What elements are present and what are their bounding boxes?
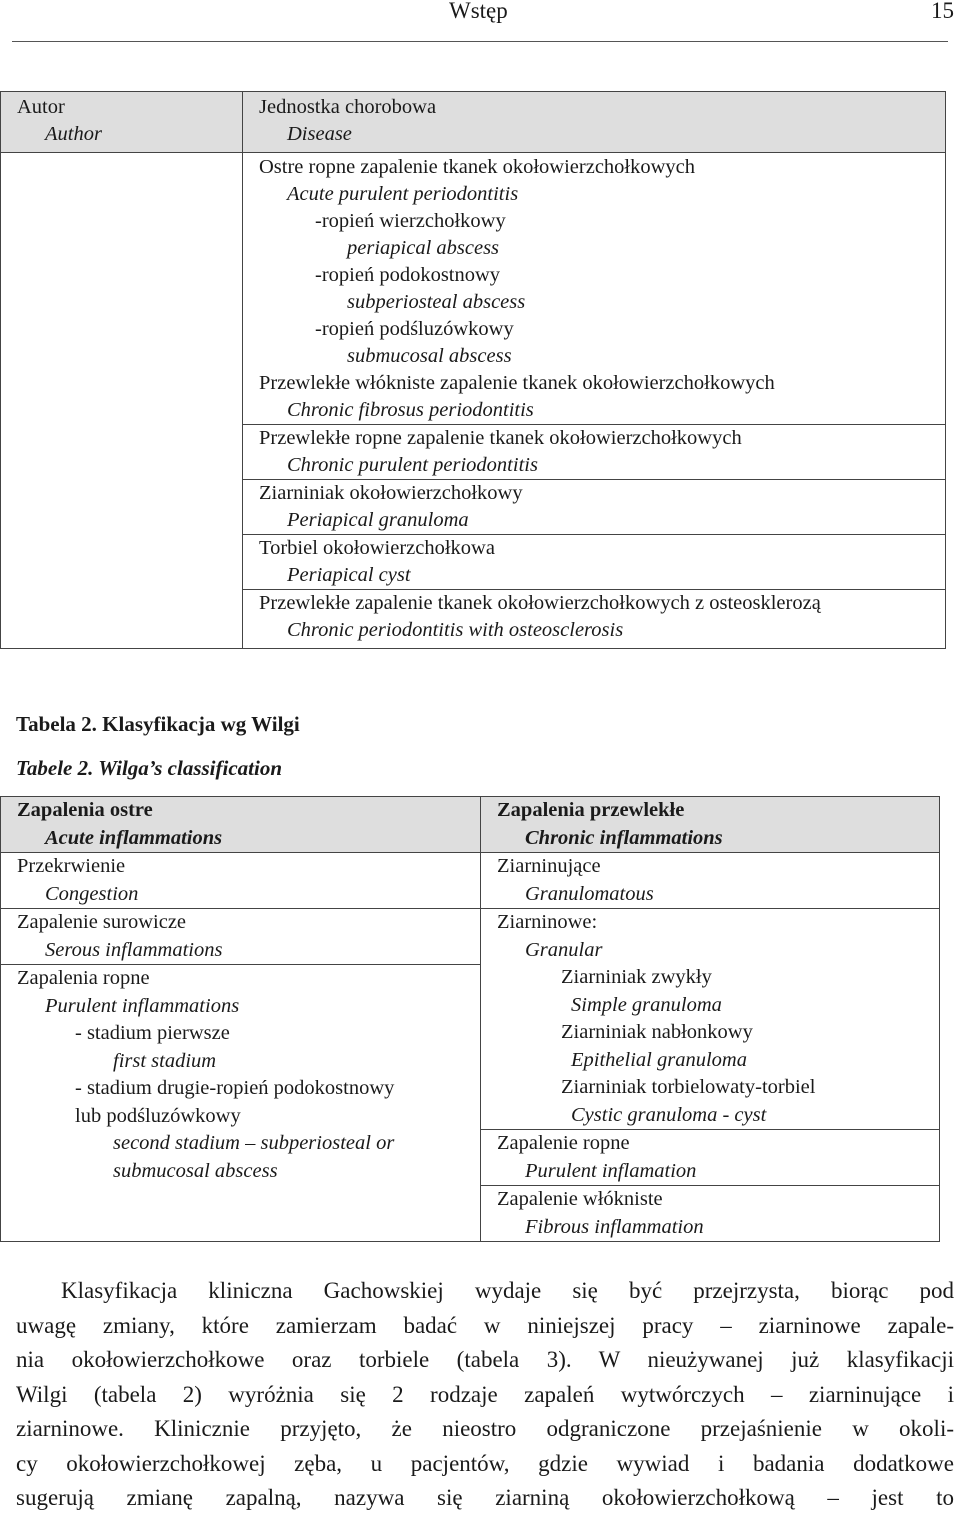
disease-name-en: Chronic fibrosus periodontitis (287, 399, 534, 421)
author-cell (1, 153, 243, 649)
table-header-row (1, 797, 940, 853)
disease-name-pl: Przewlekłe ropne zapalenie tkanek okołowierzchołkowych (259, 427, 742, 449)
disease-name-en: Periapical cyst (287, 564, 411, 586)
stage-pl-cont: lub podśluzówkowy (75, 1104, 241, 1127)
list-item (481, 853, 939, 909)
wilga-classification-table (0, 796, 940, 1242)
chronic-type-en: Purulent inflamation (525, 1159, 697, 1182)
disease-table (0, 91, 946, 649)
stage-en-cont: submucosal abscess (113, 1159, 278, 1182)
granuloma-type-pl: Ziarniniak nabłonkowy (561, 1021, 753, 1043)
stage-pl: - stadium pierwsze (75, 1022, 230, 1044)
acute-type-en: Congestion (45, 882, 139, 905)
author-header-en: Author (45, 123, 102, 145)
disease-cell (243, 425, 946, 480)
disease-subtype-pl: -ropień podokostnowy (315, 264, 501, 286)
disease-name-pl: Przewlekłe zapalenie tkanek okołowierzchołkowych z osteosklerozą (259, 592, 821, 614)
page-number: 15 (931, 0, 954, 23)
chronic-header-pl: Zapalenia przewlekłe (497, 799, 685, 821)
paragraph-line: cy okołowierzchołkowej zęba, u pacjentów, gdzie wywiad i badania dodatkowe (16, 1450, 954, 1476)
chronic-type-pl: Zapalenie ropne (497, 1132, 630, 1154)
granuloma-type-en: Epithelial granuloma (571, 1048, 747, 1071)
granuloma-type-pl: Ziarniniak zwykły (561, 966, 712, 988)
acute-header-en: Acute inflammations (45, 826, 223, 849)
chronic-type-pl: Zapalenie włókniste (497, 1188, 663, 1210)
disease-cell (243, 535, 946, 590)
acute-type-en: Serous inflammations (45, 938, 223, 961)
disease-subtype-pl: -ropień wierzchołkowy (315, 210, 506, 232)
disease-header-en: Disease (287, 123, 352, 145)
list-item (481, 1130, 939, 1186)
header-rule (12, 41, 948, 42)
disease-header-cell (243, 92, 946, 153)
acute-type-en: Purulent inflammations (45, 994, 240, 1017)
disease-subtype-en: subperiosteal abscess (347, 291, 526, 313)
acute-header-pl: Zapalenia ostre (17, 799, 153, 821)
disease-name-pl: Ostre ropne zapalenie tkanek okołowierzchołkowych (259, 156, 696, 178)
disease-cell (243, 153, 946, 425)
table-caption-pl: Tabela 2. Klasyfikacja wg Wilgi (16, 712, 300, 736)
paragraph-line: ziarninowe. Klinicznie przyjęto, że nieostro odgraniczone przejaśnienie w okoli- (16, 1416, 954, 1441)
chronic-type-pl: Ziarninujące (497, 855, 601, 877)
list-item (481, 1186, 939, 1241)
list-item (1, 853, 480, 909)
table-caption-en: Tabele 2. Wilga’s classification (16, 756, 282, 780)
granuloma-type-pl: Ziarniniak torbielowaty-torbiel (561, 1076, 816, 1098)
disease-name-pl: Torbiel okołowierzchołkowa (259, 537, 495, 559)
acute-header-cell (1, 797, 481, 853)
acute-type-pl: Zapalenie surowicze (17, 911, 187, 933)
list-item (481, 909, 939, 1130)
chronic-column (481, 853, 940, 1242)
chronic-header-en: Chronic inflammations (525, 826, 723, 849)
granuloma-type-en: Simple granuloma (571, 993, 722, 1016)
disease-header-pl: Jednostka chorobowa (259, 96, 437, 118)
granuloma-type-en: Cystic granuloma - cyst (571, 1103, 767, 1126)
disease-subtype-en: periapical abscess (347, 237, 500, 259)
running-title: Wstęp (449, 0, 508, 23)
disease-cell (243, 590, 946, 649)
paragraph-line: nia okołowierzchołkowe oraz torbiele (tabela 3). W nieużywanej już klasyfikacji (16, 1347, 954, 1372)
disease-name-en: Periapical granuloma (287, 509, 469, 531)
stage-en: first stadium (113, 1049, 217, 1072)
paragraph-line: Klasyfikacja kliniczna Gachowskiej wydaje się być przejrzysta, biorąc pod (61, 1278, 954, 1303)
table-row (1, 153, 946, 425)
chronic-type-en: Granulomatous (525, 882, 654, 905)
table-row (1, 853, 940, 1242)
stage-en: second stadium – subperiosteal or (113, 1132, 395, 1154)
disease-name-pl: Przewlekłe włókniste zapalenie tkanek okołowierzchołkowych (259, 372, 775, 394)
chronic-type-en: Fibrous inflammation (525, 1215, 704, 1238)
author-header-pl: Autor (17, 96, 65, 118)
disease-subtype-pl: -ropień podśluzówkowy (315, 318, 514, 340)
paragraph-line: sugerują zmianę zapalną, nazywa się ziarniną okołowierzchołkową – jest to (16, 1485, 954, 1510)
stage-pl: - stadium drugie-ropień podokostnowy (75, 1077, 395, 1099)
chronic-type-en: Granular (525, 938, 603, 961)
acute-column (1, 853, 481, 1242)
acute-type-pl: Zapalenia ropne (17, 967, 150, 989)
chronic-header-cell (481, 797, 940, 853)
paragraph-line: uwagę zmiany, które zamierzam badać w niniejszej pracy – ziarninowe zapale- (16, 1312, 954, 1338)
body-paragraph (16, 1274, 954, 1516)
disease-subtype-en: submucosal abscess (347, 345, 512, 367)
disease-cell (243, 480, 946, 535)
disease-name-en: Acute purulent periodontitis (287, 183, 519, 205)
author-header-cell (1, 92, 243, 153)
list-item (1, 965, 480, 1185)
disease-name-en: Chronic periodontitis with osteosclerosis (287, 619, 624, 641)
chronic-type-pl: Ziarninowe: (497, 911, 598, 933)
disease-name-en: Chronic purulent periodontitis (287, 454, 538, 476)
table-header-row (1, 92, 946, 153)
page-header (0, 0, 960, 44)
acute-type-pl: Przekrwienie (17, 855, 126, 877)
list-item (1, 909, 480, 965)
disease-name-pl: Ziarniniak okołowierzchołkowy (259, 482, 523, 504)
paragraph-line: Wilgi (tabela 2) wyróżnia się 2 rodzaje zapaleń wytwórczych – ziarninujące i (16, 1381, 954, 1407)
